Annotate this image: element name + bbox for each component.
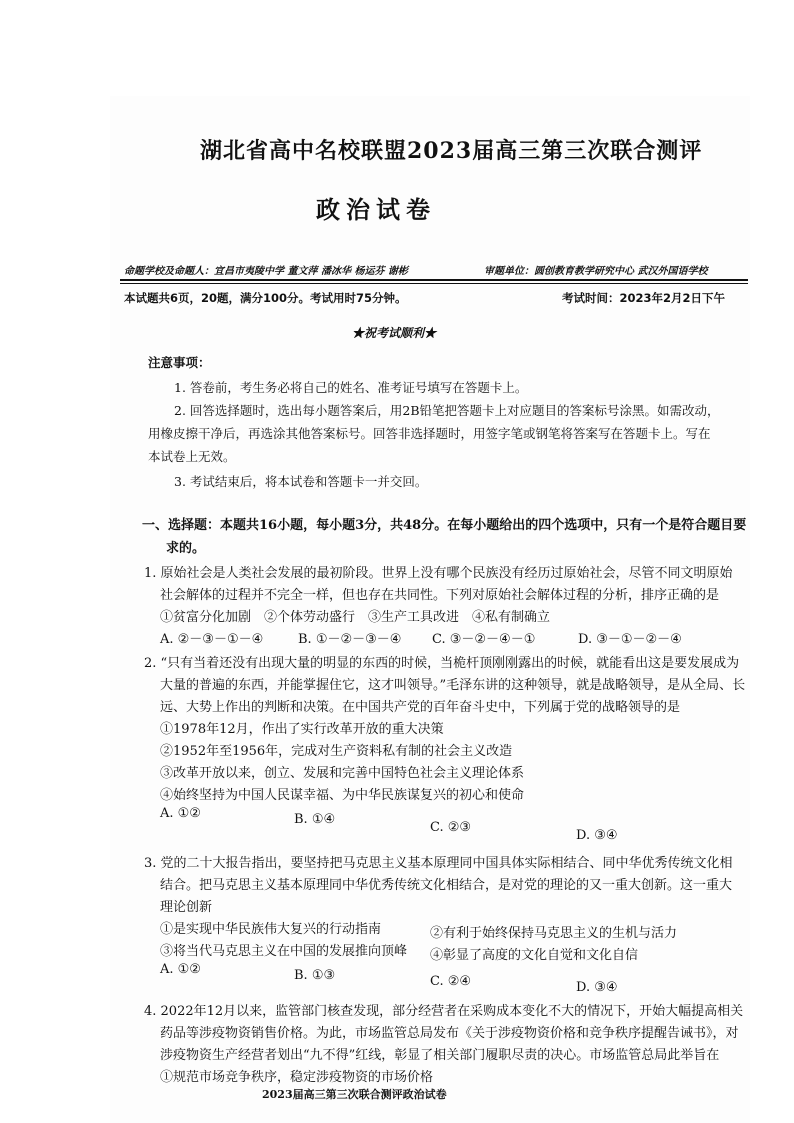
exam-subtitle: 政治试卷 xyxy=(316,195,436,224)
q2-item-1: ①1978年12月，作出了实行改革开放的重大决策 xyxy=(160,722,444,737)
notice-line-5: 3. 考试结束后，将本试卷和答题卡一并交回。 xyxy=(174,474,428,489)
q1-items: ①贫富分化加剧 ②个体劳动盛行 ③生产工具改进 ④私有制确立 xyxy=(160,610,551,625)
q3-option-d: D. ③④ xyxy=(576,980,618,995)
exam-title: 湖北省高中名校联盟2023届高三第三次联合测评 xyxy=(200,138,703,164)
notice-line-4: 本试卷上无效。 xyxy=(148,449,236,464)
q3-item-2: ②有利于始终保持马克思主义的生机与活力 xyxy=(430,926,678,941)
q2-item-4: ④始终坚持为中国人民谋幸福、为中华民族谋复兴的初心和使命 xyxy=(160,788,525,803)
q1-stem-2: 社会解体的过程并不完全一样，但也存在共同性。下列对原始社会解体过程的分析，排序正确的是 xyxy=(160,588,720,603)
reviewers-line: 审题单位：圆创教育教学研究中心 武汉外国语学校 xyxy=(484,266,708,277)
q2-stem-2: 大量的普遍的东西，并能掌握住它，这才叫领导。”毛泽东讲的这种领导，就是战略领导，是从全局、长 xyxy=(160,678,746,693)
header-rule-top xyxy=(120,279,748,281)
q4-stem-2: 药品等涉疫物资销售价格。为此，市场监管总局发布《关于涉疫物资价格和竞争秩序提醒告诫书》，对 xyxy=(160,1026,739,1041)
q3-item-3: ③将当代马克思主义在中国的发展推向顶峰 xyxy=(160,944,408,959)
exam-info: 本试题共6页，20题，满分100分。考试用时75分钟。 xyxy=(124,291,407,305)
q2-stem-3: 远、大势上作出的判断和决策。在中国共产党的百年奋斗史中，下列属于党的战略领导的是 xyxy=(160,700,681,715)
q3-item-4: ④彰显了高度的文化自觉和文化自信 xyxy=(430,948,639,963)
q4-stem-3: 涉疫物资生产经营者划出“九不得”红线，彰显了相关部门履职尽责的决心。市场监管总局此举旨在 xyxy=(160,1048,720,1063)
q2-stem-1: 2. “只有当着还没有出现大量的明显的东西的时候，当桅杆顶刚刚露出的时候，就能看出这是要发展成为 xyxy=(144,656,740,671)
q2-option-c: C. ②③ xyxy=(430,820,472,835)
notice-title: 注意事项： xyxy=(148,355,211,370)
header-rule-bottom xyxy=(120,283,748,284)
q2-item-3: ③改革开放以来，创立、发展和完善中国特色社会主义理论体系 xyxy=(160,766,525,781)
q2-option-b: B. ①④ xyxy=(294,812,336,827)
q3-stem-3: 理论创新 xyxy=(160,900,213,915)
q2-option-a: A. ①② xyxy=(160,806,201,821)
q3-option-b: B. ①③ xyxy=(294,968,336,983)
exam-time: 考试时间：2023年2月2日下午 xyxy=(562,291,726,305)
section-heading-cont: 求的。 xyxy=(166,541,206,556)
q3-option-a: A. ①② xyxy=(160,962,201,977)
authors-line: 命题学校及命题人：宜昌市夷陵中学 董文萍 潘冰华 杨运芬 谢彬 xyxy=(124,266,408,277)
section-heading: 一、选择题：本题共16小题，每小题3分，共48分。在每小题给出的四个选项中，只有一个是符合题目要 xyxy=(142,518,747,533)
notice-line-3: 用橡皮擦干净后，再选涂其他答案标号。回答非选择题时，用签字笔或钢笔将答案写在答题卡上。写在 xyxy=(148,426,711,441)
page-footer: 2023届高三第三次联合测评政治试卷 xyxy=(262,1088,447,1101)
q1-option-c: C. ③－②－④－① xyxy=(432,632,536,647)
q2-option-d: D. ③④ xyxy=(576,828,618,843)
q3-option-c: C. ②④ xyxy=(430,974,472,989)
q2-item-2: ②1952年至1956年，完成对生产资料私有制的社会主义改造 xyxy=(160,744,513,759)
good-luck-banner: ★祝考试顺利★ xyxy=(352,326,437,340)
notice-line-1: 1. 答卷前，考生务必将自己的姓名、准考证号填写在答题卡上。 xyxy=(174,380,528,395)
notice-line-2: 2. 回答选择题时，选出每小题答案后，用2B铅笔把答题卡上对应题目的答案标号涂黑。如需改动， xyxy=(174,403,720,418)
q4-item-1: ①规范市场竞争秩序，稳定涉疫物资的市场价格 xyxy=(160,1070,434,1085)
q1-option-d: D. ③－①－②－④ xyxy=(578,632,682,647)
q1-stem-1: 1. 原始社会是人类社会发展的最初阶段。世界上没有哪个民族没有经历过原始社会，尽管不同文明原始 xyxy=(144,566,733,581)
q1-option-a: A. ②－③－①－④ xyxy=(160,632,264,647)
q4-stem-1: 4. 2022年12月以来，监管部门核查发现，部分经营者在采购成本变化不大的情况下，开始大幅提高相关 xyxy=(144,1004,744,1019)
q3-item-1: ①是实现中华民族伟大复兴的行动指南 xyxy=(160,922,382,937)
q3-stem-2: 结合。把马克思主义基本原理同中华优秀传统文化相结合，是对党的理论的又一重大创新。这一重大 xyxy=(160,878,733,893)
q1-option-b: B. ①－②－③－④ xyxy=(298,632,402,647)
q3-stem-1: 3. 党的二十大报告指出，要坚持把马克思主义基本原理同中国具体实际相结合、同中华优秀传统文化相 xyxy=(144,856,733,871)
